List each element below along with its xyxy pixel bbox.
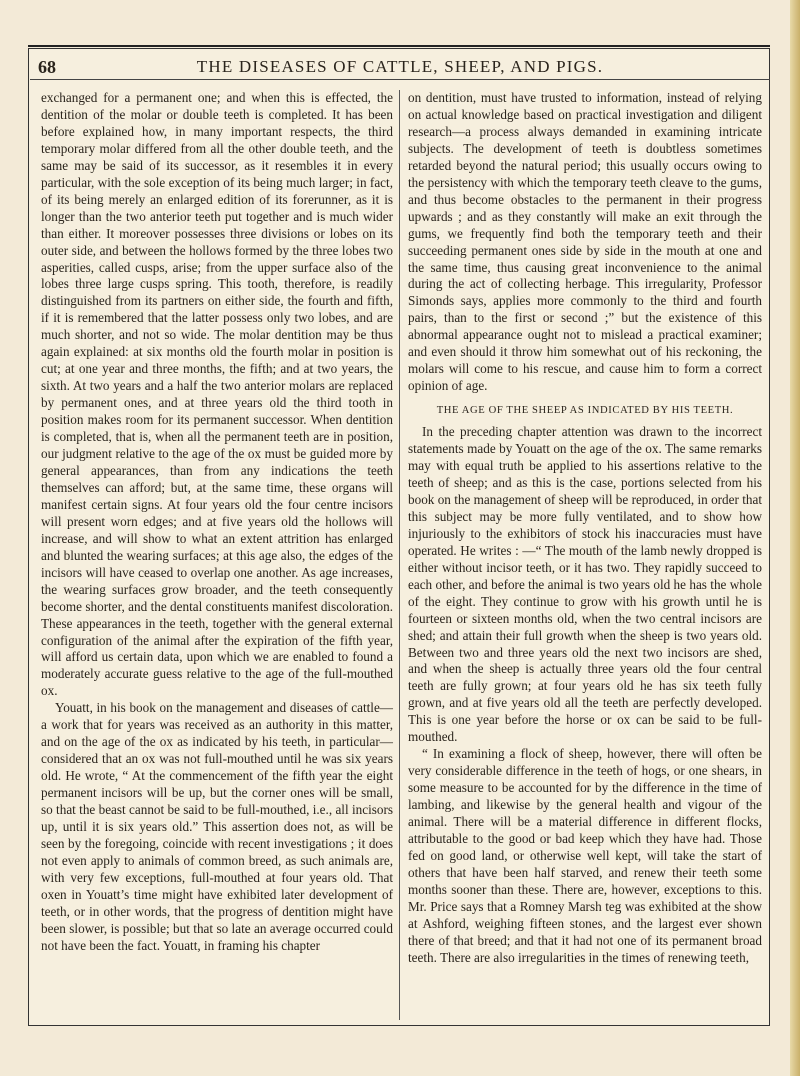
paragraph: In the preceding chapter attention was drawn to the incorrect statements made by Youatt on the age of the ox. The same remarks may with equal truth be applied to his assertions relative to the teeth of sheep; and as this is the case, portions selected from his book on the management of sheep will be reproduced, in order that this subject may be more fully ventilated, and to show how injuriously to the exhibitors of stock his inaccuracies must have operated. He writes : —“ The mouth of the lamb newly dropped is either without incisor teeth, or it has two. They rapidly succeed to each other, and before the animal is two years old he has the whole of the eight. They continue to grow with his growth until he is fourteen or sixteen months old, when the two central incisors are shed; and attain their full growth when the sheep is two years old. Between two and three years old the next two incisors are shed, and when the sheep is actually three years old the four central teeth are fully grown; at four years old he has six teeth fully grown, and at five years old all the teeth are perfectly developed. This is one year before the horse or ox can be said to be full-mouthed. [408, 424, 762, 745]
paragraph: Youatt, in his book on the management and diseases of cattle—a work that for years was received as an authority in this matter, and on the age of the ox as indicated by his teeth, in particular—considered that an ox was not full-mouthed until he was six years old. He wrote, “ At the commencement of the fifth year the eight permanent incisors will be up, but the corner ones will be small, so that the beast cannot be said to be full-mouthed, i.e., all incisors up, until it is six years old.” This assertion does not, as will be seen by the foregoing, coincide with recent investigations ; it does not even apply to animals of common breed, as such animals are, with very few exceptions, full-mouthed at four years old. That oxen in Youatt’s time might have exhibited later development of teeth, or in other words, that the progress of dentition might have been slower, is possible; but that so late an average occurred could not have been the fact. Youatt, in framing his chapter [41, 700, 393, 953]
header-rule [30, 79, 770, 80]
page-edge [790, 0, 800, 1076]
paragraph: on dentition, must have trusted to information, instead of relying on actual knowledge based on practical investigation and diligent research—a process always demanded in examining intricate subjects. The development of teeth is doubtless sometimes retarded beyond the natural period; this usually occurs owing to the persistency with which the temporary teeth cleave to the gums, and thus become obstacles to the permanent in their progress upwards ; and as they constantly will make an exit through the gums, we frequently find both the temporary teeth and their succeeding permanent ones side by side in the mouth at one and the same time, thus causing great inconvenience to the animal during the act of collecting herbage. This irregularity, Professor Simonds says, applies more commonly to the third and fourth pairs, than to the first or second ;” but the existence of this abnormal appearance ought not to mislead a practical examiner; and even should it throw him somewhat out of his reckoning, the molars will come to his rescue, and cause him to form a correct opinion of age. [408, 90, 762, 394]
right-column [408, 90, 762, 967]
page-number: 68 [38, 57, 56, 77]
column-divider [399, 90, 400, 1020]
top-rule [28, 45, 770, 47]
paragraph: “ In examining a flock of sheep, however, there will often be very considerable difference in the teeth of hogs, or one shears, in some measure to be accounted for by the difference in the time of lambing, and likewise by the general health and vigour of the animal. There will be a material difference in different flocks, attributable to the good or bad keep which they have had. Those fed on good land, or otherwise well kept, will take the start of others that have been half starved, and renew their teeth some months sooner than these. There are, however, exceptions to this. Mr. Price says that a Romney Marsh teg was exhibited at the show at Ashford, weighing fifteen stones, and the largest ever shown there of that breed; and that it had not one of its permanent broad teeth. There are also irregularities in the times of renewing teeth, [408, 746, 762, 965]
running-head: THE DISEASES OF CATTLE, SHEEP, AND PIGS. [196, 57, 604, 76]
page-header [30, 57, 770, 81]
section-heading: THE AGE OF THE SHEEP AS INDICATED BY HIS TEETH. [436, 405, 734, 417]
left-column [41, 90, 393, 955]
paragraph: exchanged for a permanent one; and when this is effected, the dentition of the molar or double teeth is completed. It has been before explained how, in many important respects, the third temporary molar differed from all the other double teeth, and the same may be said of its successor, as it resembles it in every particular, with the sole exception of its being much larger; in fact, of its being merely an enlarged edition of its forerunner, as it is longer than the two anterior teeth put together and is much wider than either. It moreover possesses three divisions or lobes on its outer side, and between the hollows formed by the three lobes two asperities, called cusps, arise; from the upper surface also of the lobes three large cusps spring. This tooth, therefore, is readily distinguished from its partners on either side, the fourth and fifth, if it is remembered that the latter possess only two lobes, and are much shorter, and not so wide. The molar dentition may be thus again explained: at six months old the fourth molar in position is cut; at one year and three months, the fifth; and at two years, the sixth. At two years and a half the two anterior molars are replaced by permanent ones, and at three years old the third tooth in position makes room for its permanent successor. When dentition is completed, that is, when all the permanent teeth are in position, our judgment relative to the age of the ox must be guided more by general appearances, than from any indications the teeth themselves can afford; but, at the same time, these organs will manifest certain signs. At four years old the four centre incisors will present worn edges; and at five years old the hollows will increase, and will show to what an extent attrition has enlarged and blunted the wearing surfaces; at this age also, the edges of the incisors will have ceased to overlap one another. As age increases, the wearing surfaces grow broader, and the teeth consequently become shorter, and the dental constituents manifest discoloration. These appearances in the teeth, together with the general external configuration of the animal after the expiration of the fifth year, will afford us certain data, upon which we are enabled to found a moderately accurate guess relative to the age of the full-mouthed ox. [41, 90, 393, 699]
